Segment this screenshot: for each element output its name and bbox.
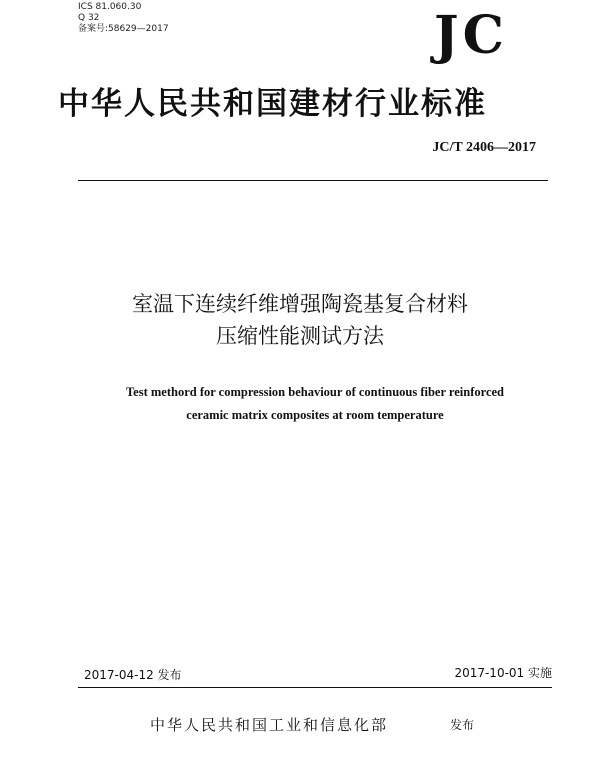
- metadata-block: [78, 2, 169, 35]
- title-english-line-2: ceramic matrix composites at room temperature: [186, 408, 444, 422]
- publish-label: 发布: [450, 718, 475, 732]
- ccs-code: Q 32: [78, 13, 100, 23]
- title-english-line-1: Test methord for compression behaviour of continuous fiber reinforced: [125, 385, 504, 399]
- title-chinese-line-1: 室温下连续纤维增强陶瓷基复合材料: [132, 292, 468, 316]
- bottom-divider: [78, 687, 552, 688]
- issue-date: 2017-04-12 发布: [84, 668, 182, 682]
- top-divider: [78, 180, 548, 181]
- title-chinese-line-2: 压缩性能测试方法: [216, 324, 384, 348]
- filing-number: 备案号:58629—2017: [78, 24, 169, 34]
- implementation-date: 2017-10-01 实施: [454, 666, 552, 680]
- publisher: 中华人民共和国工业和信息化部: [150, 716, 389, 734]
- standard-number: JC/T 2406—2017: [432, 140, 536, 155]
- ics-code: ICS 81.060.30: [78, 2, 142, 12]
- jc-logo: JC: [434, 5, 508, 66]
- standard-category: 中华人民共和国建材行业标准: [58, 86, 487, 122]
